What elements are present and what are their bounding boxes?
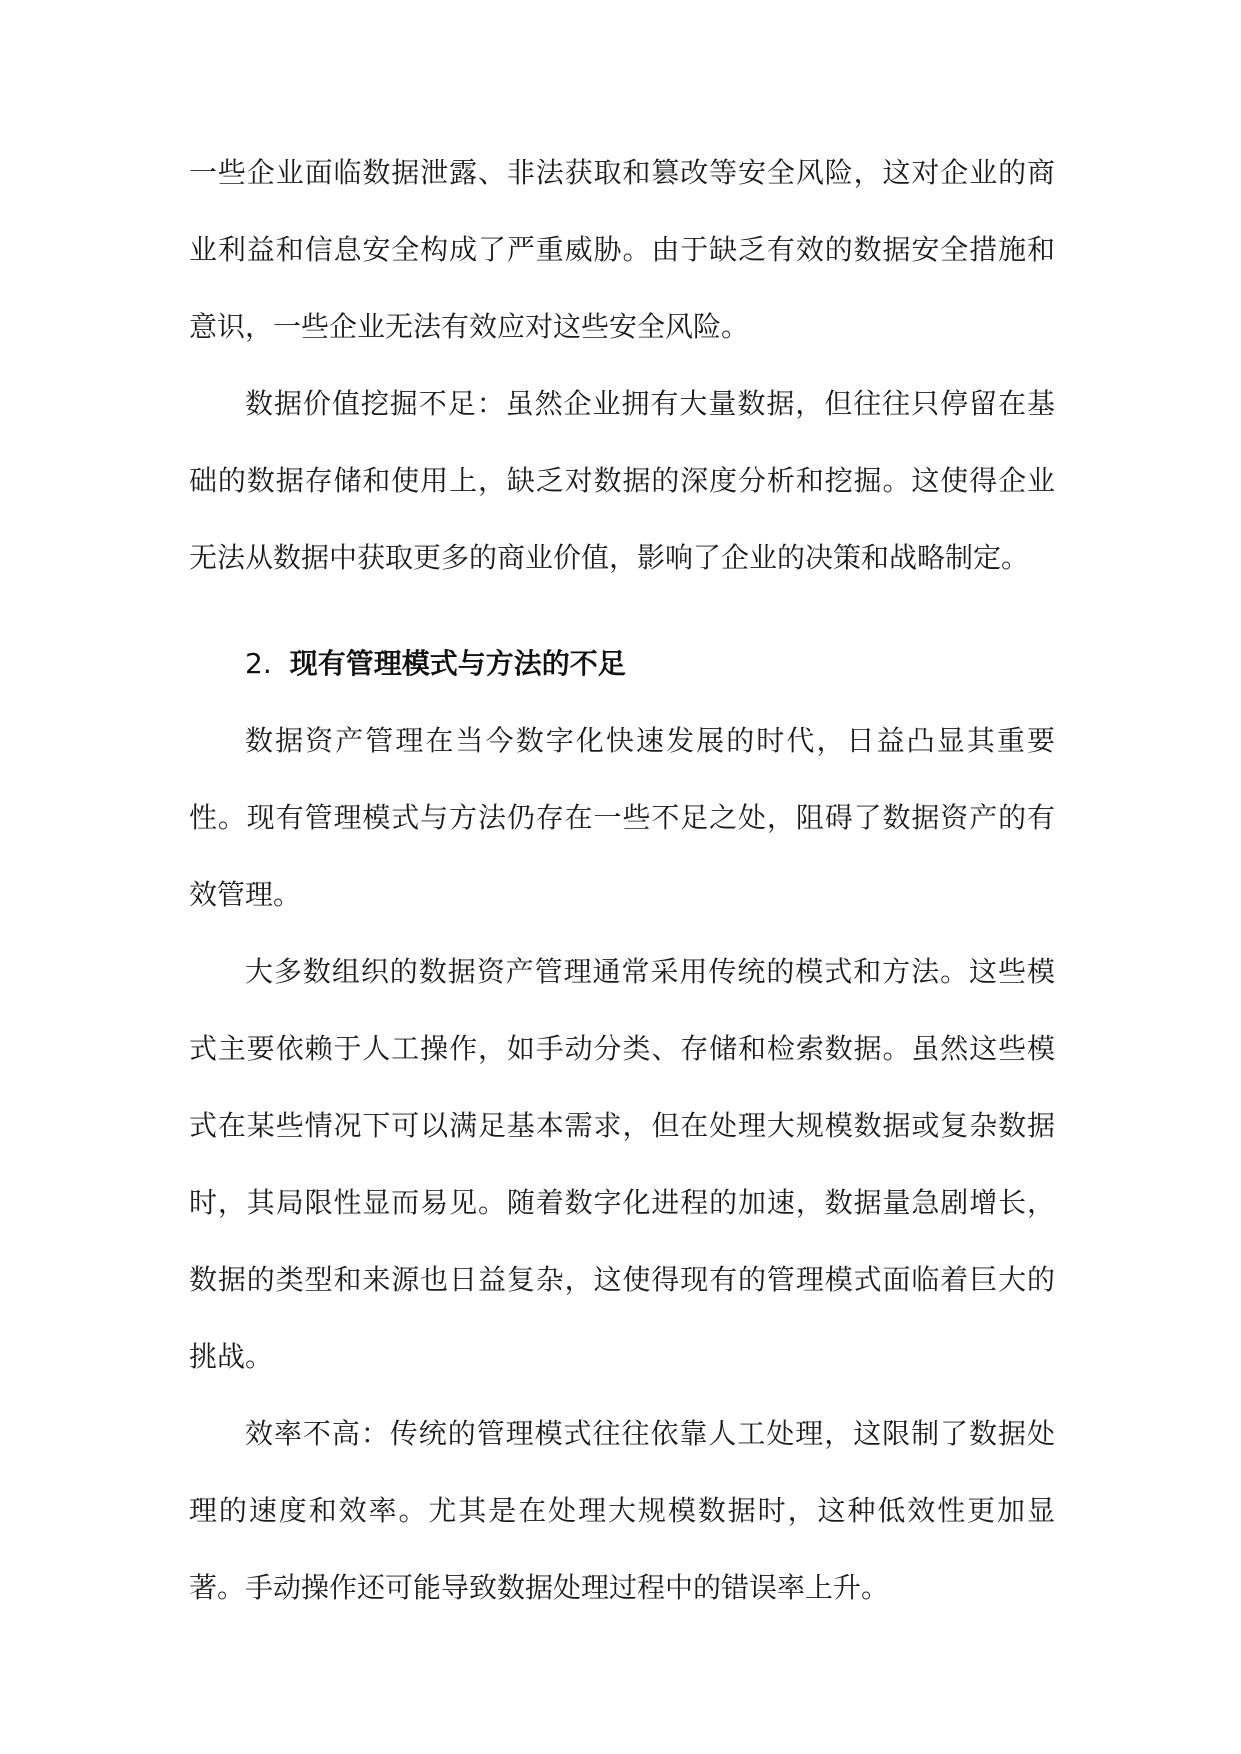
document-body	[189, 134, 1055, 1626]
section-title: 现有管理模式与方法的不足	[289, 647, 626, 680]
section-heading	[189, 625, 1055, 702]
paragraph-traditional-mode: 大多数组织的数据资产管理通常采用传统的模式和方法。这些模式主要依赖于人工操作，如手动分类、存储和检索数据。虽然这些模式在某些情况下可以满足基本需求，但在处理大规模数据或复杂数据时，其局限性显而易见。随着数字化进程的加速，数据量急剧增长，数据的类型和来源也日益复杂，这使得现有的管理模式面临着巨大的挑战。	[189, 955, 1055, 1373]
paragraph-low-efficiency: 效率不高：传统的管理模式往往依靠人工处理，这限制了数据处理的速度和效率。尤其是在处理大规模数据时，这种低效性更加显著。手动操作还可能导致数据处理过程中的错误率上升。	[189, 1417, 1055, 1604]
paragraph-security-risk: 一些企业面临数据泄露、非法获取和篡改等安全风险，这对企业的商业利益和信息安全构成了严重威胁。由于缺乏有效的数据安全措施和意识，一些企业无法有效应对这些安全风险。	[189, 156, 1055, 343]
paragraph-data-value: 数据价值挖掘不足：虽然企业拥有大量数据，但往往只停留在基础的数据存储和使用上，缺乏对数据的深度分析和挖掘。这使得企业无法从数据中获取更多的商业价值，影响了企业的决策和战略制定。	[189, 387, 1055, 574]
section-number: 2.	[245, 647, 272, 680]
paragraph-intro: 数据资产管理在当今数字化快速发展的时代，日益凸显其重要性。现有管理模式与方法仍存在一些不足之处，阻碍了数据资产的有效管理。	[189, 724, 1055, 911]
